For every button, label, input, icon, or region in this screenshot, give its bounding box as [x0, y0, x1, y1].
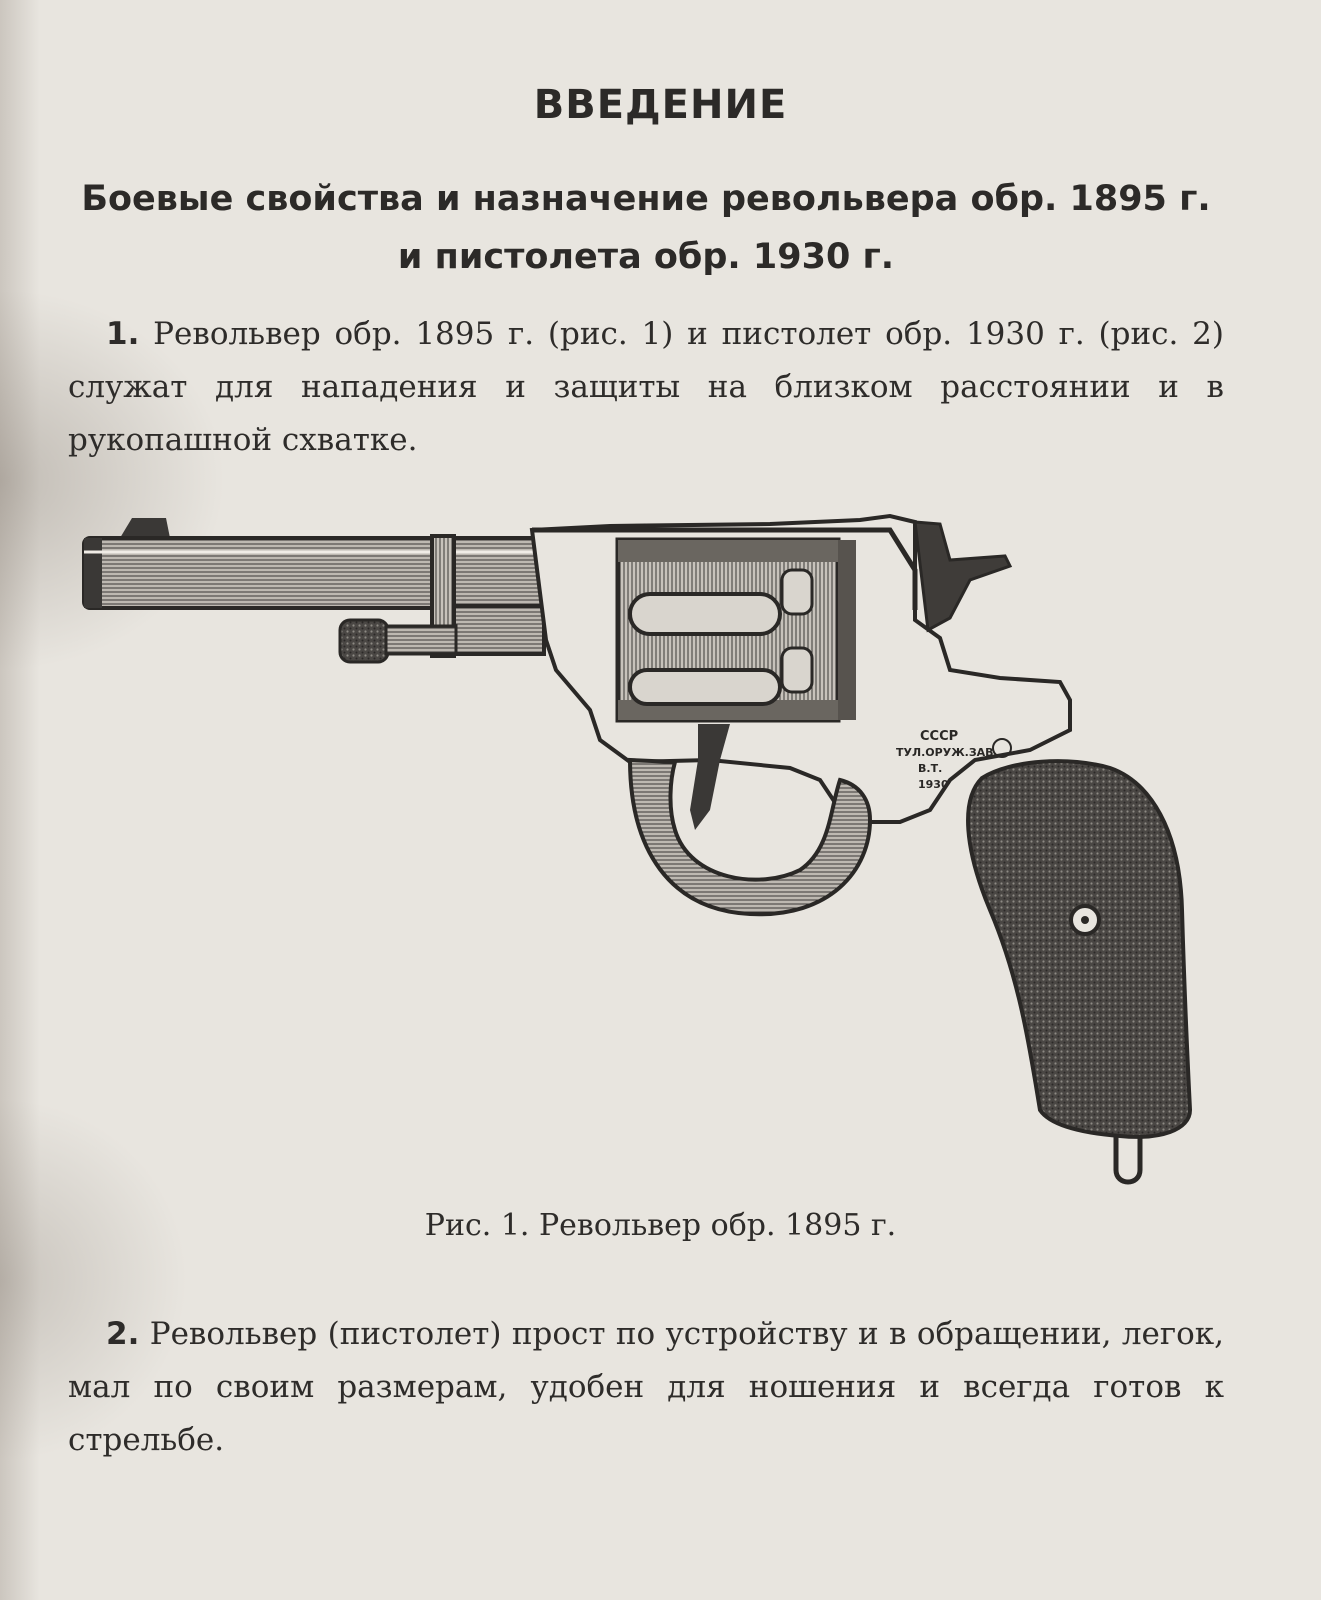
revolver-drawing [70, 510, 1230, 1210]
paragraph-1-text: Револьвер обр. 1895 г. (рис. 1) и пистолет обр. 1930 г. (рис. 2) служат для нападения и защиты на близком расстоянии и в рукопашной схватке. [68, 316, 1224, 458]
hammer [915, 522, 1010, 630]
figure-caption: Рис. 1. Револьвер обр. 1895 г. [424, 1208, 897, 1243]
ejector-knob [340, 620, 388, 662]
stamp-line-2: ТУЛ.ОРУЖ.ЗАВ. [896, 746, 998, 759]
grip [968, 761, 1190, 1137]
barrel [84, 538, 554, 608]
paragraph-1-number: 1. [106, 316, 140, 352]
stamp-line-4: 1930 [918, 778, 949, 791]
revolver-illustration [70, 510, 1230, 1210]
front-sight [120, 518, 170, 538]
paragraph-1 [68, 308, 1224, 467]
paragraph-2-number: 2. [106, 1316, 140, 1352]
paragraph-2-text: Револьвер (пистолет) прост по устройству и в обращении, легок, мал по своим размерам, удобен для ношения и всегда готов к стрельбе. [68, 1316, 1224, 1458]
stamp-line-1: СССР [920, 729, 959, 744]
lanyard-ring [1116, 1136, 1140, 1182]
paragraph-2 [68, 1308, 1224, 1467]
section-heading: ВВЕДЕНИЕ [533, 82, 788, 128]
stamp-line-3: В.Т. [918, 762, 943, 775]
chapter-subtitle: Боевые свойства и назначение револьвера обр. 1895 г. и пистолета обр. 1930 г. [81, 179, 1211, 277]
